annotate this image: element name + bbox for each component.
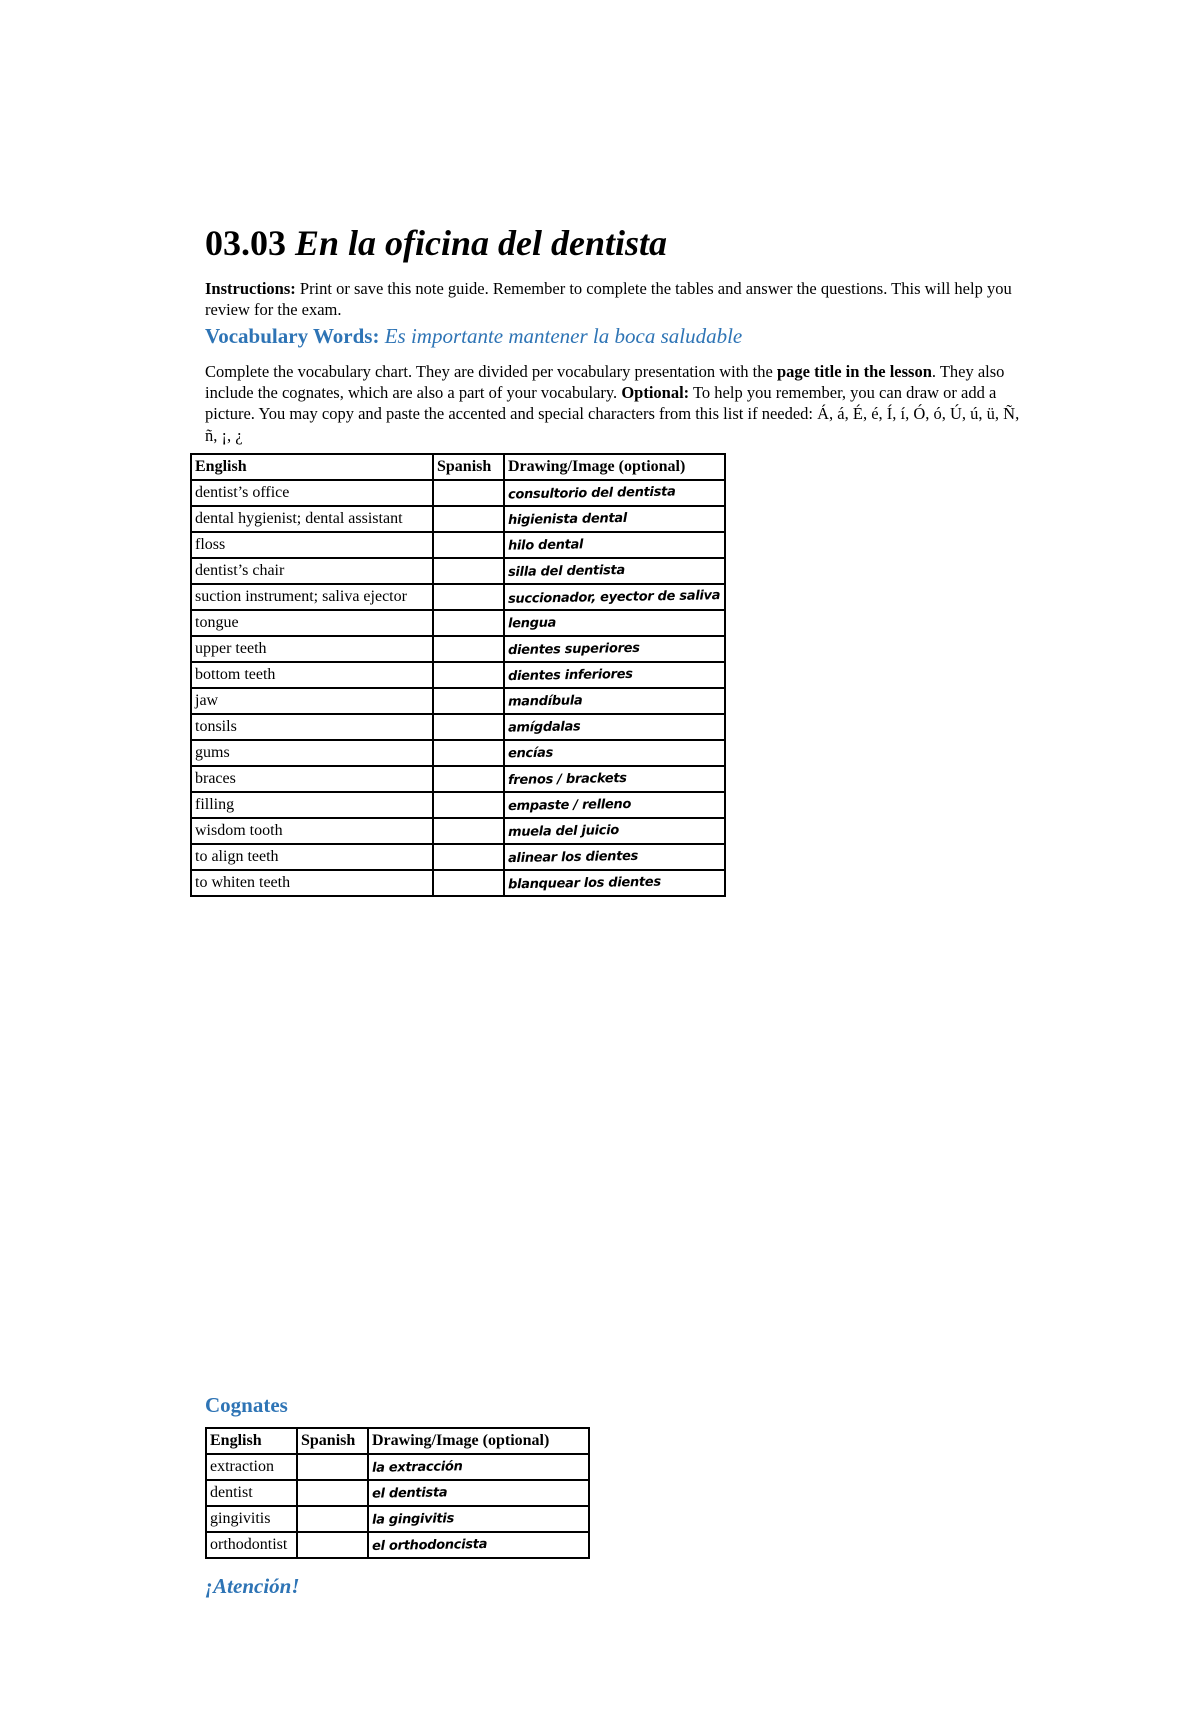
vocab-para-bold2: Optional:	[621, 383, 690, 403]
table-row	[191, 610, 725, 636]
spanish-cell[interactable]	[433, 584, 504, 610]
table-row	[191, 740, 725, 766]
cognates-heading: Cognates	[205, 1393, 288, 1417]
spanish-cell[interactable]	[297, 1532, 368, 1558]
table-row	[191, 844, 725, 870]
spanish-cell[interactable]	[297, 1454, 368, 1480]
atencion-heading: ¡Atención!	[205, 1574, 300, 1598]
handwritten-answer: la gingivitis	[371, 1510, 455, 1528]
handwritten-answer: alinear los dientes	[507, 848, 639, 866]
spanish-cell[interactable]	[433, 818, 504, 844]
vocabulary-heading-label: Vocabulary Words:	[205, 324, 380, 348]
english-cell: dental hygienist; dental assistant	[191, 506, 433, 532]
table-row	[191, 818, 725, 844]
drawing-cell[interactable]	[504, 662, 725, 688]
lesson-number: 03.03	[205, 223, 286, 263]
cognates-header-drawing: Drawing/Image (optional)	[368, 1428, 589, 1454]
drawing-cell[interactable]	[504, 558, 725, 584]
table-row	[191, 636, 725, 662]
drawing-cell[interactable]	[504, 610, 725, 636]
handwritten-answer: hilo dental	[507, 536, 584, 554]
handwritten-answer: el orthodoncista	[371, 1536, 488, 1554]
cognates-header-spanish: Spanish	[297, 1428, 368, 1454]
handwritten-answer: succionador, eyector de saliva	[507, 587, 721, 607]
table-row	[206, 1480, 589, 1506]
english-cell: suction instrument; saliva ejector	[191, 584, 433, 610]
english-cell: orthodontist	[206, 1532, 297, 1558]
table-row	[191, 662, 725, 688]
table-row	[191, 532, 725, 558]
spanish-cell[interactable]	[433, 792, 504, 818]
english-cell: tonsils	[191, 714, 433, 740]
table-row	[191, 870, 725, 896]
spanish-cell[interactable]	[433, 870, 504, 896]
spanish-cell[interactable]	[433, 636, 504, 662]
english-cell: gums	[191, 740, 433, 766]
english-cell: filling	[191, 792, 433, 818]
spanish-cell[interactable]	[433, 714, 504, 740]
drawing-cell[interactable]	[504, 688, 725, 714]
vocabulary-heading	[205, 324, 742, 349]
drawing-cell[interactable]	[504, 584, 725, 610]
spanish-cell[interactable]	[433, 766, 504, 792]
table-row	[191, 480, 725, 506]
drawing-cell[interactable]	[368, 1506, 589, 1532]
handwritten-answer: silla del dentista	[507, 562, 626, 580]
english-cell: extraction	[206, 1454, 297, 1480]
handwritten-answer: blanquear los dientes	[507, 874, 661, 892]
english-cell: to align teeth	[191, 844, 433, 870]
table-row	[206, 1454, 589, 1480]
drawing-cell[interactable]	[504, 532, 725, 558]
vocabulary-heading-title: Es importante mantener la boca saludable	[384, 324, 743, 348]
english-cell: tongue	[191, 610, 433, 636]
handwritten-answer: mandíbula	[507, 692, 583, 710]
lesson-name: En la oficina del dentista	[295, 223, 668, 263]
spanish-cell[interactable]	[433, 532, 504, 558]
vocab-para-part3: To help you remember, you can draw or add a picture. You may copy and paste the accented and special characters from this list if needed: Á, á, É, é, Í, í, Ó, ó, Ú, ú, ü, Ñ, ñ, ¡, ¿	[205, 383, 1020, 445]
english-cell: dentist	[206, 1480, 297, 1506]
english-cell: wisdom tooth	[191, 818, 433, 844]
vocabulary-table	[190, 453, 726, 897]
drawing-cell[interactable]	[504, 714, 725, 740]
instructions-label: Instructions:	[205, 279, 296, 298]
drawing-cell[interactable]	[504, 870, 725, 896]
instructions-text: Print or save this note guide. Remember to complete the tables and answer the questions. This will help you review for the exam.	[205, 279, 1012, 319]
drawing-cell[interactable]	[504, 844, 725, 870]
table-row	[206, 1506, 589, 1532]
table-row	[191, 792, 725, 818]
drawing-cell[interactable]	[504, 506, 725, 532]
spanish-cell[interactable]	[433, 610, 504, 636]
spanish-cell[interactable]	[433, 558, 504, 584]
drawing-cell[interactable]	[504, 818, 725, 844]
drawing-cell[interactable]	[504, 792, 725, 818]
spanish-cell[interactable]	[433, 480, 504, 506]
cognates-header-row	[206, 1428, 589, 1454]
cognates-header-english: English	[206, 1428, 297, 1454]
vocabulary-instructions	[205, 361, 1030, 446]
vocab-para-part1: Complete the vocabulary chart. They are divided per vocabulary presentation with the	[205, 362, 777, 381]
drawing-cell[interactable]	[504, 480, 725, 506]
english-cell: braces	[191, 766, 433, 792]
vocab-header-row	[191, 454, 725, 480]
table-row	[191, 766, 725, 792]
table-row	[191, 558, 725, 584]
spanish-cell[interactable]	[433, 844, 504, 870]
handwritten-answer: muela del juicio	[507, 822, 620, 840]
handwritten-answer: consultorio del dentista	[507, 484, 676, 502]
spanish-cell[interactable]	[433, 740, 504, 766]
handwritten-answer: frenos / brackets	[507, 770, 627, 788]
drawing-cell[interactable]	[368, 1480, 589, 1506]
handwritten-answer: amígdalas	[507, 718, 581, 736]
handwritten-answer: lengua	[507, 615, 557, 631]
handwritten-answer: la extracción	[371, 1458, 463, 1476]
cognates-table	[205, 1427, 590, 1559]
table-row	[191, 714, 725, 740]
drawing-cell[interactable]	[504, 766, 725, 792]
english-cell: dentist’s chair	[191, 558, 433, 584]
drawing-cell[interactable]	[368, 1532, 589, 1558]
handwritten-answer: el dentista	[371, 1484, 448, 1502]
drawing-cell[interactable]	[504, 636, 725, 662]
english-cell: bottom teeth	[191, 662, 433, 688]
page-title	[205, 222, 667, 264]
vocab-header-spanish: Spanish	[433, 454, 504, 480]
vocab-para-bold1: page title in the lesson	[776, 362, 932, 381]
spanish-cell[interactable]	[297, 1480, 368, 1506]
english-cell: floss	[191, 532, 433, 558]
english-cell: gingivitis	[206, 1506, 297, 1532]
handwritten-answer: higienista dental	[507, 510, 628, 528]
spanish-cell[interactable]	[433, 662, 504, 688]
handwritten-answer: empaste / relleno	[507, 796, 632, 814]
english-cell: upper teeth	[191, 636, 433, 662]
table-row	[191, 688, 725, 714]
english-cell: to whiten teeth	[191, 870, 433, 896]
spanish-cell[interactable]	[297, 1506, 368, 1532]
vocab-para-part2: . They also include the cognates, which are also a part of your vocabulary.	[205, 362, 1005, 403]
spanish-cell[interactable]	[433, 688, 504, 714]
vocab-header-drawing: Drawing/Image (optional)	[504, 454, 725, 480]
english-cell: jaw	[191, 688, 433, 714]
table-row	[191, 506, 725, 532]
table-row	[191, 584, 725, 610]
handwritten-answer: dientes inferiores	[507, 666, 633, 684]
table-row	[206, 1532, 589, 1558]
instructions	[205, 278, 1025, 320]
spanish-cell[interactable]	[433, 506, 504, 532]
handwritten-answer: encías	[507, 745, 554, 761]
drawing-cell[interactable]	[368, 1454, 589, 1480]
drawing-cell[interactable]	[504, 740, 725, 766]
handwritten-answer: dientes superiores	[507, 640, 640, 658]
vocab-header-english: English	[191, 454, 433, 480]
english-cell: dentist’s office	[191, 480, 433, 506]
